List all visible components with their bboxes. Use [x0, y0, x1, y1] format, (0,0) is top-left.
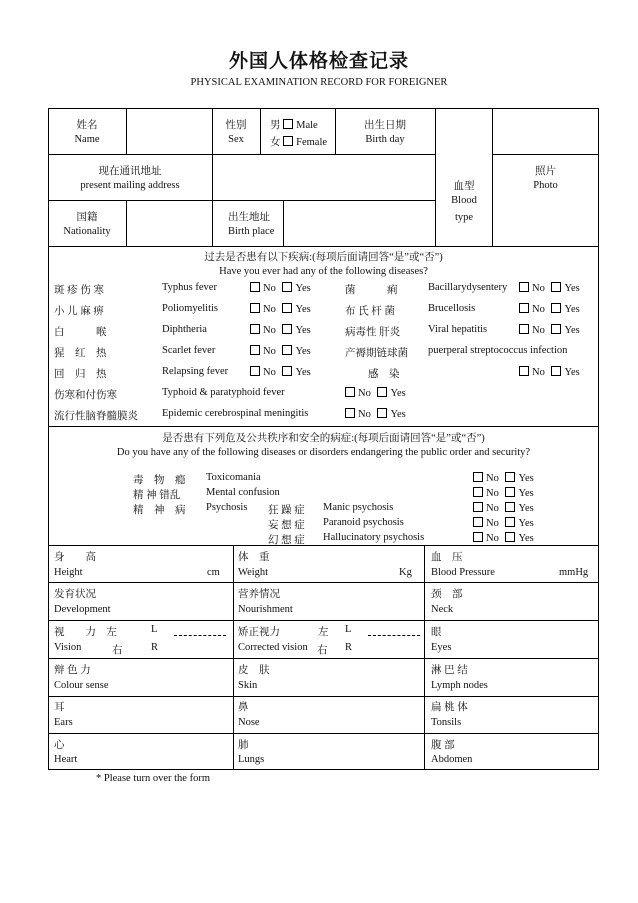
disease-label-en: Diphtheria — [162, 324, 207, 335]
disease-answer[interactable] — [250, 324, 311, 336]
meningitis-answer[interactable] — [345, 408, 406, 420]
development-label-cn: 发育状况 — [54, 589, 96, 600]
yes-label: Yes — [518, 533, 534, 544]
abdomen-label-en: Abdomen — [431, 754, 473, 765]
mental-answer[interactable] — [473, 532, 534, 544]
yes-label: Yes — [564, 367, 580, 378]
yes-label: Yes — [295, 283, 311, 294]
colour-sense-label-cn: 辩 色 力 — [54, 665, 91, 676]
mental-answer[interactable] — [473, 517, 534, 529]
vision-right-r: R — [151, 642, 159, 653]
lungs-label-cn: 肺 — [238, 740, 249, 751]
disease-label-en: Poliomyelitis — [162, 303, 219, 314]
male-checkbox[interactable] — [283, 119, 293, 129]
typhoid-label-cn: 伤寒和付伤寒 — [54, 390, 117, 401]
no-label: No — [263, 304, 276, 315]
manic-label-en: Manic psychosis — [323, 502, 394, 513]
disease-label-en: Bacillarydysentery — [428, 282, 508, 293]
disease-label-cn: 猩 红 热 — [54, 348, 107, 359]
no-checkbox[interactable] — [473, 517, 483, 527]
divider — [492, 154, 599, 155]
neck-label-en: Neck — [431, 604, 454, 615]
nose-label-cn: 鼻 — [238, 702, 249, 713]
corrected-left-l: L — [345, 624, 352, 635]
weight-unit: Kg — [399, 567, 412, 578]
yes-label: Yes — [564, 325, 580, 336]
no-checkbox[interactable] — [519, 324, 529, 334]
no-label: No — [486, 518, 499, 529]
confusion-label-en: Mental confusion — [206, 487, 280, 498]
yes-checkbox[interactable] — [551, 324, 561, 334]
tonsils-label-cn: 扁 桃 体 — [431, 702, 468, 713]
no-checkbox[interactable] — [250, 366, 260, 376]
disease-label-en: Typhus fever — [162, 282, 217, 293]
lymph-label-cn: 淋 巴 结 — [431, 665, 468, 676]
female-label-en: Female — [296, 137, 328, 148]
disease-label-cn: 小 儿 麻 痹 — [54, 306, 104, 317]
blood-label-en: Blood — [451, 195, 477, 206]
no-checkbox[interactable] — [519, 366, 529, 376]
no-checkbox[interactable] — [250, 345, 260, 355]
disease-answer[interactable] — [250, 282, 311, 294]
no-checkbox[interactable] — [250, 324, 260, 334]
corrected-left-cn: 左 — [318, 627, 329, 638]
no-label: No — [532, 304, 545, 315]
no-label: No — [532, 367, 545, 378]
photo-label-en: Photo — [533, 180, 558, 191]
skin-label-cn: 皮 肤 — [238, 665, 270, 676]
birthplace-field[interactable] — [284, 201, 435, 246]
male-label-cn: 男 — [270, 120, 281, 131]
nationality-label-cn: 国籍 — [76, 212, 98, 223]
sex-label-en: Sex — [228, 134, 244, 145]
no-label: No — [358, 409, 371, 420]
divider — [424, 545, 425, 770]
disease-label-cn: 回 归 热 — [54, 369, 107, 380]
disease-answer[interactable] — [519, 324, 580, 336]
neck-label-cn: 颈 部 — [431, 589, 463, 600]
form-subtitle: PHYSICAL EXAMINATION RECORD FOR FOREIGNER — [190, 77, 448, 88]
vision-right-cn: 右 — [112, 645, 123, 656]
hallucinatory-label-cn: 幻 想 症 — [268, 535, 305, 546]
yes-checkbox[interactable] — [551, 303, 561, 313]
address-label-en: present mailing address — [80, 180, 180, 191]
footer-note: * Please turn over the form — [96, 773, 211, 784]
nose-label-en: Nose — [238, 717, 260, 728]
divider — [48, 620, 599, 621]
no-label: No — [532, 283, 545, 294]
disease-label-en: Scarlet fever — [162, 345, 216, 356]
yes-checkbox[interactable] — [505, 472, 515, 482]
tonsils-label-en: Tonsils — [431, 717, 462, 728]
yes-checkbox[interactable] — [505, 517, 515, 527]
name-field[interactable] — [127, 109, 212, 154]
heart-label-en: Heart — [54, 754, 78, 765]
disease-answer[interactable] — [250, 303, 311, 315]
no-checkbox[interactable] — [519, 303, 529, 313]
disease-label-en: Brucellosis — [428, 303, 476, 314]
address-label-cn: 现在通讯地址 — [98, 166, 162, 177]
yes-checkbox[interactable] — [505, 487, 515, 497]
psychosis-label-cn: 精 神 病 — [133, 505, 186, 516]
yes-label: Yes — [295, 325, 311, 336]
yes-checkbox[interactable] — [282, 324, 292, 334]
yes-checkbox[interactable] — [282, 345, 292, 355]
ears-label-cn: 耳 — [54, 702, 65, 713]
height-label-en: Height — [54, 567, 83, 578]
nationality-label-en: Nationality — [63, 226, 111, 237]
form-title: 外国人体格检查记录 — [228, 51, 409, 72]
birthday-field[interactable] — [436, 109, 492, 154]
no-label: No — [263, 283, 276, 294]
birthplace-label-cn: 出生地址 — [228, 212, 270, 223]
no-label: No — [486, 488, 499, 499]
weight-label-cn: 体 重 — [238, 552, 270, 563]
yes-label: Yes — [295, 304, 311, 315]
yes-label: Yes — [390, 409, 406, 420]
bp-label-cn: 血 压 — [431, 552, 463, 563]
disease-answer[interactable] — [250, 366, 311, 378]
female-checkbox[interactable] — [283, 136, 293, 146]
name-label-cn: 姓名 — [76, 120, 98, 131]
divider — [48, 582, 599, 583]
divider — [48, 696, 599, 697]
disease-label-cn: 病毒性 肝炎 — [345, 327, 401, 338]
divider — [48, 426, 599, 427]
disease-label-en: Viral hepatitis — [428, 324, 488, 335]
typhoid-answer[interactable] — [345, 387, 406, 399]
divider — [48, 246, 599, 247]
height-label-cn: 身 高 — [54, 552, 96, 563]
yes-checkbox[interactable] — [377, 387, 387, 397]
no-checkbox[interactable] — [250, 303, 260, 313]
no-label: No — [532, 325, 545, 336]
mental-question-en: Do you have any of the following diseases or disorders endangering the public order and security? — [116, 447, 531, 458]
disease-label-cn: 菌 痢 — [345, 285, 398, 296]
yes-label: Yes — [518, 518, 534, 529]
mental-question-cn: 是否患有下列危及公共秩序和安全的病症:(每项后面请回答“是”或“否”) — [162, 433, 485, 444]
yes-label: Yes — [518, 503, 534, 514]
yes-checkbox[interactable] — [505, 502, 515, 512]
disease-label-cn: 产褥期链球菌 — [345, 348, 408, 359]
photo-label-cn: 照片 — [535, 166, 556, 177]
ears-label-en: Ears — [54, 717, 73, 728]
no-label: No — [486, 503, 499, 514]
photo-top-cell — [493, 109, 598, 154]
yes-label: Yes — [518, 473, 534, 484]
bp-label-en: Blood Pressure — [431, 567, 495, 578]
nationality-field[interactable] — [127, 201, 212, 246]
disease-label-en: puerperal streptococcus infection — [428, 345, 568, 356]
border-bottom — [48, 769, 599, 770]
bp-unit: mmHg — [559, 567, 589, 578]
lungs-label-en: Lungs — [238, 754, 265, 765]
divider — [48, 658, 599, 659]
colour-sense-label-en: Colour sense — [54, 680, 109, 691]
lymph-label-en: Lymph nodes — [431, 680, 488, 691]
paranoid-label-en: Paranoid psychosis — [323, 517, 404, 528]
no-checkbox[interactable] — [473, 472, 483, 482]
eyes-label-en: Eyes — [431, 642, 452, 653]
yes-checkbox[interactable] — [505, 532, 515, 542]
corrected-vision-label-cn: 矫正视力 — [238, 627, 280, 638]
no-checkbox[interactable] — [473, 532, 483, 542]
manic-label-cn: 狂 躁 症 — [268, 505, 305, 516]
disease-answer[interactable] — [250, 345, 311, 357]
birthplace-label-en: Birth place — [228, 226, 275, 237]
blood-label-cn: 血型 — [453, 181, 475, 192]
development-label-en: Development — [54, 604, 111, 615]
confusion-label-cn: 精 神 错乱 — [133, 490, 181, 501]
toxicomania-label-en: Toxicomania — [206, 472, 261, 483]
hallucinatory-label-en: Hallucinatory psychosis — [323, 532, 425, 543]
no-label: No — [263, 346, 276, 357]
birthday-label-en: Birth day — [365, 134, 405, 145]
vision-left-field[interactable] — [174, 635, 226, 636]
nourishment-label-en: Nourishment — [238, 604, 293, 615]
vision-left-l: L — [151, 624, 158, 635]
no-checkbox[interactable] — [473, 487, 483, 497]
diseases-question-cn: 过去是否患有以下疾病:(每项后面请回答“是”或“否”) — [204, 252, 443, 263]
disease-label-cn: 斑 疹 伤 寒 — [54, 285, 104, 296]
corrected-vision-label-en: Corrected vision — [238, 642, 308, 653]
type-label-en: type — [454, 212, 474, 223]
sex-label-cn: 性别 — [225, 120, 247, 131]
meningitis-label-en: Epidemic cerebrospinal meningitis — [162, 408, 309, 419]
divider — [48, 545, 599, 546]
no-label: No — [358, 388, 371, 399]
female-option[interactable] — [270, 134, 327, 149]
toxicomania-label-cn: 毒 物 瘾 — [133, 475, 186, 486]
meningitis-label-cn: 流行性脑脊髓膜炎 — [54, 411, 138, 422]
diseases-question-en: Have you ever had any of the following diseases? — [219, 266, 428, 277]
corrected-right-cn: 右 — [317, 645, 328, 656]
disease-label-cn: 白 喉 — [54, 327, 107, 338]
no-checkbox[interactable] — [473, 502, 483, 512]
male-option[interactable] — [270, 117, 318, 132]
disease-label-en: Relapsing fever — [162, 366, 229, 377]
yes-label: Yes — [390, 388, 406, 399]
yes-checkbox[interactable] — [282, 303, 292, 313]
yes-label: Yes — [518, 488, 534, 499]
nourishment-label-cn: 营养情况 — [238, 589, 280, 600]
psychosis-label-en: Psychosis — [206, 502, 248, 513]
height-unit: cm — [207, 567, 220, 578]
mental-answer[interactable] — [473, 502, 534, 514]
disease-label-cn: 感 染 — [368, 369, 400, 380]
typhoid-label-en: Typhoid & paratyphoid fever — [162, 387, 285, 398]
vision-label-en: Vision — [54, 642, 82, 653]
yes-checkbox[interactable] — [282, 282, 292, 292]
disease-label-cn: 布 氏 杆 菌 — [345, 306, 395, 317]
corrected-right-r: R — [345, 642, 353, 653]
divider — [48, 733, 599, 734]
disease-answer[interactable] — [519, 366, 580, 378]
no-checkbox[interactable] — [519, 282, 529, 292]
skin-label-en: Skin — [238, 680, 258, 691]
disease-answer[interactable] — [519, 282, 580, 294]
paranoid-label-cn: 妄 想 症 — [268, 520, 305, 531]
no-checkbox[interactable] — [250, 282, 260, 292]
no-label: No — [263, 367, 276, 378]
no-label: No — [263, 325, 276, 336]
corrected-left-field[interactable] — [368, 635, 420, 636]
divider — [233, 545, 234, 770]
yes-label: Yes — [295, 346, 311, 357]
male-label-en: Male — [296, 120, 318, 131]
yes-checkbox[interactable] — [377, 408, 387, 418]
name-label-en: Name — [74, 134, 100, 145]
address-field[interactable] — [213, 155, 435, 200]
birthday-label-cn: 出生日期 — [364, 120, 406, 131]
mental-answer[interactable] — [473, 487, 534, 499]
abdomen-label-cn: 腹 部 — [431, 740, 455, 751]
no-checkbox[interactable] — [345, 408, 355, 418]
no-label: No — [486, 533, 499, 544]
yes-checkbox[interactable] — [282, 366, 292, 376]
divider — [260, 108, 261, 154]
weight-label-en: Weight — [238, 567, 269, 578]
disease-answer[interactable] — [519, 303, 580, 315]
yes-checkbox[interactable] — [551, 282, 561, 292]
eyes-label-cn: 眼 — [431, 627, 442, 638]
yes-checkbox[interactable] — [551, 366, 561, 376]
female-label-cn: 女 — [270, 137, 281, 148]
yes-label: Yes — [564, 283, 580, 294]
yes-label: Yes — [564, 304, 580, 315]
no-checkbox[interactable] — [345, 387, 355, 397]
yes-label: Yes — [295, 367, 311, 378]
vision-label-cn: 视 力 左 — [54, 627, 117, 638]
heart-label-cn: 心 — [54, 740, 65, 751]
no-label: No — [486, 473, 499, 484]
mental-answer[interactable] — [473, 472, 534, 484]
